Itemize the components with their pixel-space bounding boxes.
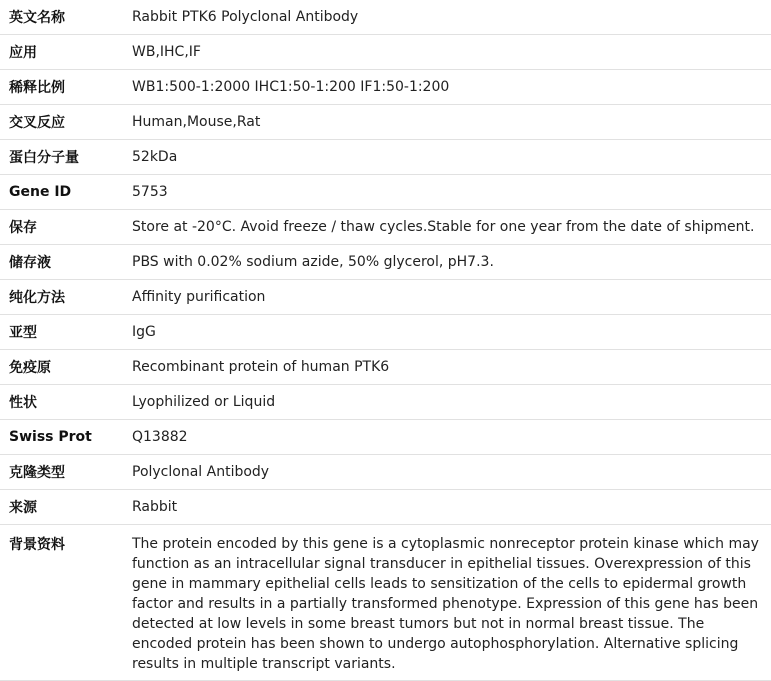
spec-row-reactivity xyxy=(0,105,771,140)
spec-value: Store at -20°C. Avoid freeze / thaw cycles.Stable for one year from the date of shipment. xyxy=(123,210,771,245)
spec-label: Gene ID xyxy=(0,175,123,210)
spec-value: Polyclonal Antibody xyxy=(123,455,771,490)
spec-value: PBS with 0.02% sodium azide, 50% glycerol, pH7.3. xyxy=(123,245,771,280)
spec-label: 亚型 xyxy=(0,315,123,350)
spec-label: 应用 xyxy=(0,35,123,70)
spec-label: 蛋白分子量 xyxy=(0,140,123,175)
spec-row-immunogen xyxy=(0,350,771,385)
spec-row-gene-id xyxy=(0,175,771,210)
spec-label: 纯化方法 xyxy=(0,280,123,315)
spec-label: 稀释比例 xyxy=(0,70,123,105)
spec-row-storage-buffer xyxy=(0,245,771,280)
spec-value: Human,Mouse,Rat xyxy=(123,105,771,140)
spec-row-form xyxy=(0,385,771,420)
spec-label: 性状 xyxy=(0,385,123,420)
spec-label: 免疫原 xyxy=(0,350,123,385)
spec-value: WB,IHC,IF xyxy=(123,35,771,70)
spec-value: 52kDa xyxy=(123,140,771,175)
spec-row-clonality xyxy=(0,455,771,490)
spec-value: IgG xyxy=(123,315,771,350)
spec-row-purification xyxy=(0,280,771,315)
spec-value: Recombinant protein of human PTK6 xyxy=(123,350,771,385)
spec-row-storage xyxy=(0,210,771,245)
spec-row-isotype xyxy=(0,315,771,350)
spec-row-swiss-prot xyxy=(0,420,771,455)
spec-value: WB1:500-1:2000 IHC1:50-1:200 IF1:50-1:200 xyxy=(123,70,771,105)
spec-label: 背景资料 xyxy=(0,525,123,681)
spec-row-english-name xyxy=(0,0,771,35)
spec-row-application xyxy=(0,35,771,70)
spec-value: Affinity purification xyxy=(123,280,771,315)
spec-value: 5753 xyxy=(123,175,771,210)
spec-value: Q13882 xyxy=(123,420,771,455)
spec-row-host xyxy=(0,490,771,525)
spec-row-molecular-weight xyxy=(0,140,771,175)
spec-label: 克隆类型 xyxy=(0,455,123,490)
spec-row-background xyxy=(0,525,771,681)
spec-label: 保存 xyxy=(0,210,123,245)
spec-value: Lyophilized or Liquid xyxy=(123,385,771,420)
spec-value: The protein encoded by this gene is a cytoplasmic nonreceptor protein kinase which may function as an intracellular signal transducer in epithelial tissues. Overexpression of this gene in mammary epithelial cells leads to sensitization of the cells to epidermal growth factor and results in a partially transformed phenotype. Expression of this gene has been detected at low levels in some breast tumors but not in normal breast tissue. The encoded protein has been shown to undergo autophosphorylation. Alternative splicing results in multiple transcript variants. xyxy=(123,525,771,681)
spec-label: Swiss Prot xyxy=(0,420,123,455)
spec-value: Rabbit xyxy=(123,490,771,525)
spec-row-dilution xyxy=(0,70,771,105)
spec-label: 来源 xyxy=(0,490,123,525)
spec-label: 储存液 xyxy=(0,245,123,280)
spec-label: 交叉反应 xyxy=(0,105,123,140)
spec-value: Rabbit PTK6 Polyclonal Antibody xyxy=(123,0,771,35)
spec-label: 英文名称 xyxy=(0,0,123,35)
